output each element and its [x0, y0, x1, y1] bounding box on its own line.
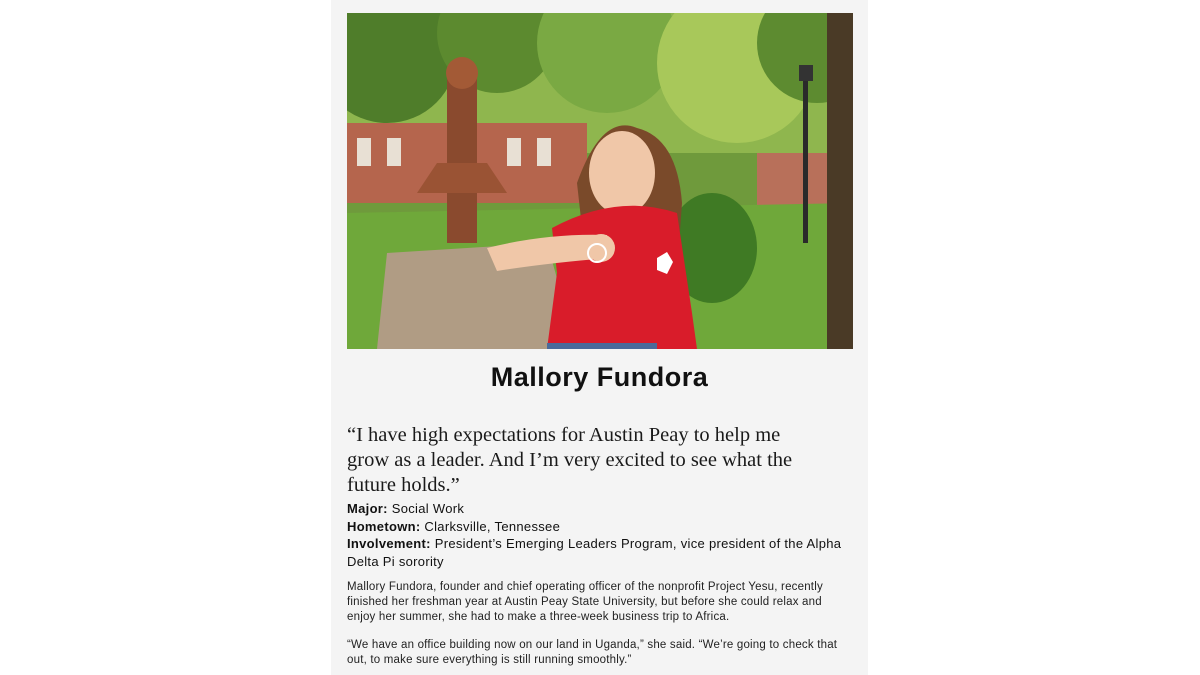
- involvement-row: [347, 535, 847, 570]
- profile-photo: [347, 13, 853, 349]
- major-label: Major:: [347, 501, 388, 516]
- pull-quote: “I have high expectations for Austin Peay to help me grow as a leader. And I’m very excited to see what the future holds.”: [347, 424, 793, 496]
- profile-facts: [347, 500, 847, 570]
- involvement-label: Involvement:: [347, 536, 431, 551]
- hometown-value: Clarksville, Tennessee: [424, 518, 561, 534]
- article-paragraph-1: Mallory Fundora, founder and chief operating officer of the nonprofit Project Yesu, recently finished her freshman year at Austin Peay State University, but before she could relax and enjoy her summer, she had to make a three-week business trip to Africa.: [347, 581, 823, 624]
- profile-photo-illustration: [347, 13, 853, 349]
- major-row: [347, 500, 847, 518]
- hometown-label: Hometown:: [347, 518, 421, 534]
- profile-name: Mallory Fundora: [490, 362, 709, 392]
- article-card: [331, 0, 868, 675]
- major-value: Social Work: [391, 501, 465, 516]
- involvement-value: President’s Emerging Leaders Program, vice president of the Alpha Delta Pi sorority: [347, 536, 842, 569]
- hometown-row: [347, 518, 847, 536]
- article-paragraph-2: “We have an office building now on our land in Uganda,” she said. “We’re going to check that out, to make sure everything is still running smoothly.”: [347, 639, 838, 667]
